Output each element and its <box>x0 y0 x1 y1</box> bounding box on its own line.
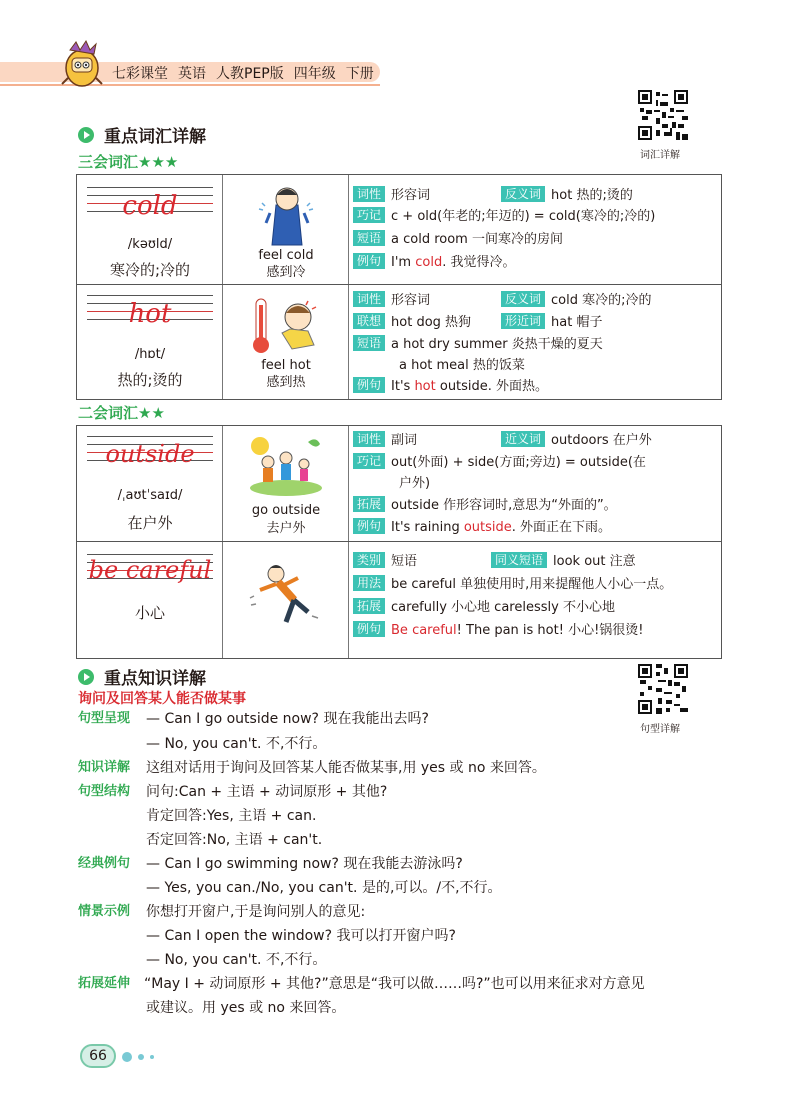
label-explain: 知识详解 <box>78 760 131 775</box>
pic-caption-cn: 去户外 <box>266 521 306 536</box>
tag-label: 拓展 <box>353 496 385 512</box>
pattern-question: — Can I go outside now? 现在我能出去吗? <box>146 711 429 727</box>
detail-line: 联想 hot dog 热狗 形近词 hat 帽子 <box>353 313 602 333</box>
word-meaning: 在户外 <box>127 514 173 532</box>
section-title-text: 重点词汇详解 <box>104 127 206 147</box>
tag-label: 短语 <box>353 335 385 351</box>
word-meaning: 小心 <box>134 604 165 622</box>
tag-label: 反义词 <box>501 186 545 202</box>
detail-line: 用法 be careful 单独使用时,用来提醒他人小心一点。 <box>353 575 672 595</box>
pic-caption-en: feel cold <box>258 248 314 263</box>
qr-code-icon[interactable] <box>638 664 688 714</box>
detail-line: 例句 I'm cold. 我觉得冷。 <box>353 253 515 273</box>
detail-line: 短语 a cold room 一间寒冷的房间 <box>353 230 563 250</box>
hot-thermometer-illustration <box>246 293 326 357</box>
group-title-3: 三会词汇★★★ <box>78 153 179 171</box>
word-meaning: 热的;烫的 <box>117 371 183 389</box>
structure-question: 问句:Can + 主语 + 动词原形 + 其他? <box>146 784 388 800</box>
tag-label: 同义短语 <box>491 552 547 568</box>
detail-continuation: a hot meal 热的饭菜 <box>399 358 525 373</box>
detail-line: 词性 形容词 反义词 hot 热的;烫的 <box>353 186 633 206</box>
detail-line: 短语 a hot dry summer 炎热干燥的夏天 <box>353 335 603 355</box>
slipping-man-illustration <box>246 556 326 636</box>
header-series: 七彩课堂 <box>112 66 168 82</box>
word-phonetic: /hɒt/ <box>134 347 166 362</box>
pattern-answer: — No, you can't. 不,不行。 <box>146 736 327 752</box>
explain-text: 这组对话用于询问及回答某人能否做某事,用 yes 或 no 来回答。 <box>146 760 546 776</box>
detail-line: 巧记 out(外面) + side(方面;旁边) = outside(在 <box>353 453 646 473</box>
tag-label: 例句 <box>353 518 385 534</box>
pic-caption-en: feel hot <box>261 358 311 373</box>
header-edition: 人教PEP版 <box>216 66 284 82</box>
detail-line: 类别 短语 同义短语 look out 注意 <box>353 552 636 572</box>
tag-label: 巧记 <box>353 453 385 469</box>
section-title-vocab <box>78 122 206 147</box>
structure-negative: 否定回答:No, 主语 + can't. <box>146 832 323 848</box>
word-script: be careful <box>88 556 212 584</box>
play-icon <box>78 127 94 143</box>
tag-label: 用法 <box>353 575 385 591</box>
header-breadcrumb <box>112 63 384 83</box>
word-script: cold <box>122 191 178 221</box>
pic-caption-en: go outside <box>251 503 321 518</box>
qr-label-sentence: 句型详解 <box>640 724 680 735</box>
extend-line-2: 或建议。用 yes 或 no 来回答。 <box>146 1000 346 1016</box>
decor-dot <box>122 1052 132 1062</box>
label-scene: 情景示例 <box>78 904 131 919</box>
label-pattern: 句型呈现 <box>78 711 131 726</box>
mascot-icon <box>58 38 106 90</box>
vocab-row-hot <box>77 285 721 399</box>
tag-label: 联想 <box>353 313 385 329</box>
tag-label: 近义词 <box>501 431 545 447</box>
label-extend: 拓展延伸 <box>78 976 131 991</box>
vocab-table-2 <box>76 425 722 659</box>
detail-continuation: 户外) <box>399 476 431 491</box>
tag-label: 巧记 <box>353 207 385 223</box>
tag-label: 词性 <box>353 186 385 202</box>
tag-label: 词性 <box>353 291 385 307</box>
tag-label: 反义词 <box>501 291 545 307</box>
tag-label: 拓展 <box>353 598 385 614</box>
example-answer: — Yes, you can./No, you can't. 是的,可以。/不,不行。 <box>146 880 502 896</box>
tag-label: 词性 <box>353 431 385 447</box>
group-title-2: 二会词汇★★ <box>78 404 165 422</box>
decor-dot <box>138 1054 144 1060</box>
vocab-row-cold <box>77 175 721 285</box>
scene-question: — Can I open the window? 我可以打开窗户吗? <box>146 928 456 944</box>
detail-line: 例句 It's raining outside. 外面正在下雨。 <box>353 518 611 538</box>
detail-line: 拓展 carefully 小心地 carelessly 不小心地 <box>353 598 615 618</box>
tag-label: 例句 <box>353 253 385 269</box>
tag-label: 类别 <box>353 552 385 568</box>
label-example: 经典例句 <box>78 856 131 871</box>
header-underline <box>0 84 380 86</box>
scene-intro: 你想打开窗户,于是询问别人的意见: <box>146 904 366 920</box>
section-title-text: 重点知识详解 <box>104 669 206 689</box>
tag-label: 形近词 <box>501 313 545 329</box>
vocab-row-be-careful <box>77 542 721 658</box>
header-grade: 四年级 <box>293 66 336 82</box>
example-question: — Can I go swimming now? 现在我能去游泳吗? <box>146 856 463 872</box>
pic-caption-cn: 感到冷 <box>266 265 306 280</box>
detail-line: 例句 Be careful! The pan is hot! 小心!锅很烫! <box>353 621 644 641</box>
section-title-knowledge <box>78 664 206 689</box>
header-volume: 下册 <box>345 66 374 82</box>
detail-line: 词性 形容词 反义词 cold 寒冷的;冷的 <box>353 291 652 311</box>
detail-line: 词性 副词 近义词 outdoors 在户外 <box>353 431 652 451</box>
tag-label: 例句 <box>353 621 385 637</box>
structure-positive: 肯定回答:Yes, 主语 + can. <box>146 808 317 824</box>
cold-person-illustration <box>246 183 326 247</box>
decor-dot <box>150 1055 154 1059</box>
word-phonetic: /ˌaʊtˈsaɪd/ <box>117 488 183 503</box>
word-meaning: 寒冷的;冷的 <box>109 261 191 279</box>
knowledge-heading: 询问及回答某人能否做某事 <box>78 691 246 707</box>
go-outside-illustration <box>246 432 326 498</box>
detail-line: 例句 It's hot outside. 外面热。 <box>353 377 548 397</box>
qr-label-vocab: 词汇详解 <box>640 150 680 161</box>
detail-line: 巧记 c + old(年老的;年迈的) = cold(寒冷的;冷的) <box>353 207 655 227</box>
qr-code-icon[interactable] <box>638 90 688 140</box>
word-phonetic: /kəʊld/ <box>127 237 173 252</box>
page-number: 66 <box>80 1044 116 1068</box>
tag-label: 例句 <box>353 377 385 393</box>
word-script: hot <box>128 299 172 329</box>
extend-line-1: “May I + 动词原形 + 其他?”意思是“我可以做……吗?”也可以用来征求对方意见 <box>144 976 645 992</box>
vocab-table-1 <box>76 174 722 400</box>
detail-line: 拓展 outside 作形容词时,意思为“外面的”。 <box>353 496 617 516</box>
label-structure: 句型结构 <box>78 784 131 799</box>
word-script: outside <box>105 440 195 468</box>
scene-answer: — No, you can't. 不,不行。 <box>146 952 327 968</box>
header-subject: 英语 <box>178 66 206 82</box>
tag-label: 短语 <box>353 230 385 246</box>
pic-caption-cn: 感到热 <box>266 375 306 390</box>
vocab-row-outside <box>77 426 721 542</box>
play-icon <box>78 669 94 685</box>
